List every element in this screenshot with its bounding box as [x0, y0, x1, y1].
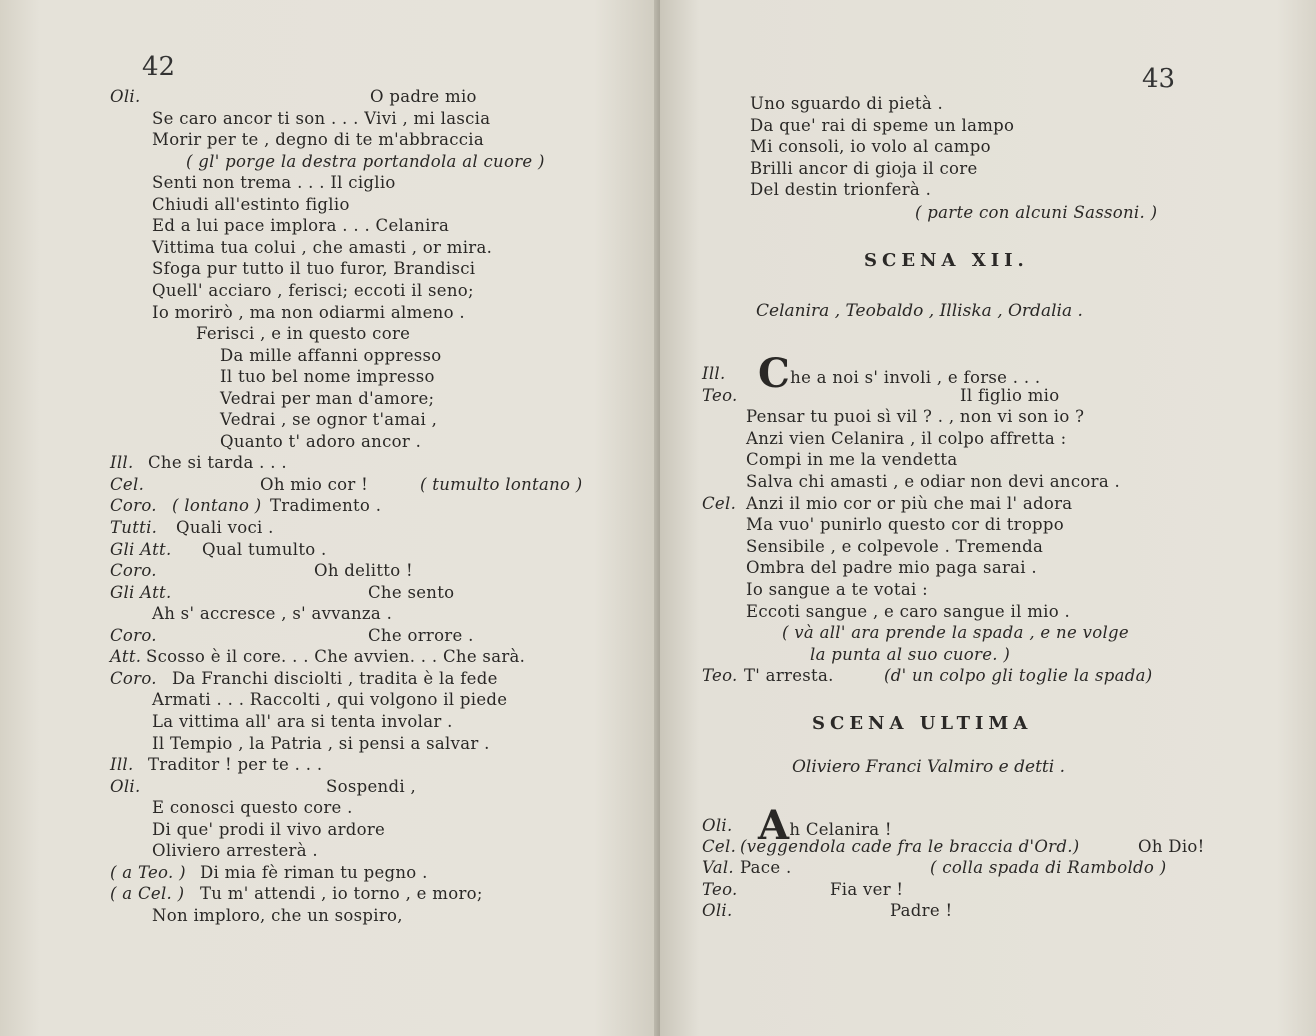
left-verse-speaker: ( a Cel. ) [110, 884, 185, 904]
left-verse-speaker: Cel. [110, 474, 145, 494]
page-number-left: 42 [142, 52, 176, 82]
left-verse-stage-direction: ( tumulto lontano ) [420, 474, 583, 494]
left-verse-line: Che orrore . [368, 625, 474, 645]
scene-xii-line: Io sangue a te votai : [746, 580, 928, 599]
scene-xii-line: ( và all' ara prende la spada , e ne volge [782, 623, 1129, 643]
left-verse-line: E conosci questo core . [152, 798, 353, 818]
left-verse-speaker: Tutti. [110, 518, 158, 537]
left-verse-speaker: Gli Att. [110, 582, 172, 602]
scena-ultima-line: Pace . [740, 858, 792, 878]
exit-stage-direction: ( parte con alcuni Sassoni. ) [915, 203, 1158, 222]
right-verse-line: Del destin trionferà . [750, 180, 932, 200]
scene-xii-characters: Celanira , Teobaldo , Illiska , Ordalia . [756, 301, 1083, 321]
scene-xii-line: T' arresta. [744, 666, 834, 686]
scene-xii-heading: SCENA XII. [864, 250, 1029, 271]
drop-cap: A [758, 802, 790, 849]
left-verse-line: Oh mio cor ! [260, 474, 369, 494]
left-verse-line: Ed a lui pace implora . . . Celanira [152, 216, 450, 236]
left-verse-line: Quali voci . [176, 518, 274, 537]
left-verse-line: Che sento [368, 582, 455, 602]
scene-xii-line: Ma vuo' punirlo questo cor di troppo [746, 515, 1065, 535]
left-verse-speaker: Coro. [110, 561, 157, 581]
left-verse-line: Vittima tua colui , che amasti , or mira. [152, 237, 493, 257]
scena-ultima-heading: SCENA ULTIMA [812, 713, 1033, 734]
scena-ultima-line: Oh Dio! [1138, 837, 1205, 857]
scena-ultima-line: Fia ver ! [830, 879, 904, 899]
left-verse-line: Quanto t' adoro ancor . [220, 431, 422, 451]
left-verse-speaker: Oli. [110, 776, 141, 796]
left-verse-line: Sfoga pur tutto il tuo furor, Brandisci [152, 259, 476, 279]
left-verse-speaker: Gli Att. [110, 539, 172, 559]
scena-ultima-speaker: Oli. [702, 816, 733, 835]
left-verse-line: Qual tumulto . [202, 539, 327, 559]
left-verse-line: Traditor ! per te . . . [148, 755, 323, 775]
left-verse-line: Io morirò , ma non odiarmi almeno . [152, 302, 465, 322]
left-verse-line: Ferisci , e in questo core [196, 324, 411, 344]
left-verse-speaker: Ill. [110, 755, 134, 775]
left-verse-line: Da mille affanni oppresso [220, 345, 442, 365]
left-verse-line: Oh delitto ! [314, 561, 413, 581]
left-verse-line: Chiudi all'estinto figlio [152, 194, 350, 214]
left-verse-speaker: ( a Teo. ) [110, 862, 186, 882]
drop-cap: C [758, 350, 791, 397]
scena-ultima-line: Padre ! [890, 900, 953, 920]
scena-ultima-characters: Oliviero Franci Valmiro e detti . [792, 757, 1065, 777]
scena-ultima-speaker: Oli. [702, 900, 733, 920]
left-verse-speaker: Oli. [110, 87, 141, 106]
left-verse-line: Senti non trema . . . Il ciglio [152, 173, 396, 193]
left-verse-speaker: Coro. [110, 625, 157, 645]
left-verse-line: Se caro ancor ti son . . . Vivi , mi lascia [152, 108, 491, 128]
scene-xii-line: Pensar tu puoi sì vil ? . , non vi son io ? [746, 407, 1085, 427]
right-verse-line: Uno sguardo di pietà . [750, 94, 944, 113]
left-verse-line: Armati . . . Raccolti , qui volgono il piede [152, 690, 508, 710]
drop-cap-rest: h Celanira ! [789, 820, 892, 839]
left-verse-speaker: Att. [110, 647, 142, 667]
scene-xii-line: Ombra del padre mio paga sarai . [746, 558, 1037, 578]
left-verse-line: Il Tempio , la Patria , si pensi a salvar . [152, 733, 490, 753]
left-verse-stage-direction: ( lontano ) [172, 496, 262, 516]
left-verse-line: Morir per te , degno di te m'abbraccia [152, 130, 484, 150]
scena-ultima-stage-direction: (veggendola cade fra le braccia d'Ord.) [740, 837, 1080, 857]
scene-xii-line: Eccoti sangue , e caro sangue il mio . [746, 601, 1071, 621]
scene-xii-line: Anzi il mio cor or più che mai l' adora [746, 493, 1073, 513]
right-page [660, 0, 1316, 1036]
scene-xii-line: Anzi vien Celanira , il colpo affretta : [746, 428, 1067, 448]
scene-xii-speaker: Teo. [702, 666, 738, 686]
left-verse-line: Sospendi , [326, 776, 416, 796]
left-verse-line: Vedrai per man d'amore; [220, 388, 435, 408]
left-verse-speaker: Coro. [110, 496, 157, 516]
scene-xii-speaker: Teo. [702, 385, 738, 405]
left-verse-line: Che si tarda . . . [148, 453, 287, 473]
left-verse-line: ( gl' porge la destra portandola al cuore ) [186, 151, 545, 171]
scene-xii-line [758, 350, 1041, 397]
left-verse-line: Non imploro, che un sospiro, [152, 905, 403, 925]
left-verse-line: Quell' acciaro , ferisci; eccoti il seno; [152, 280, 474, 300]
left-verse-line: Da Franchi disciolti , tradita è la fede [172, 668, 498, 688]
scena-ultima-speaker: Teo. [702, 879, 738, 899]
scene-xii-stage-direction: (d' un colpo gli toglie la spada) [884, 666, 1153, 686]
scene-xii-line: la punta al suo cuore. ) [810, 644, 1011, 664]
left-verse-line: Di mia fè riman tu pegno . [200, 862, 428, 882]
scene-xii-speaker: Cel. [702, 493, 737, 513]
scene-xii-speaker: Ill. [702, 364, 726, 383]
scene-xii-line: Sensibile , e colpevole . Tremenda [746, 536, 1044, 556]
right-verse-line: Mi consoli, io volo al campo [750, 137, 991, 157]
scena-ultima-speaker: Val. [702, 858, 734, 878]
page-number-right: 43 [1142, 64, 1176, 94]
right-verse-line: Brilli ancor di gioja il core [750, 158, 978, 178]
left-verse-line: Scosso è il core. . . Che avvien. . . Che sarà. [146, 647, 526, 667]
left-verse-line: Il tuo bel nome impresso [220, 367, 435, 387]
left-verse-line: Vedrai , se ognor t'amai , [220, 410, 438, 430]
left-verse-line: La vittima all' ara si tenta involar . [152, 711, 453, 731]
left-verse-line: Tradimento . [270, 496, 382, 516]
scene-xii-line: Compi in me la vendetta [746, 450, 958, 470]
scene-xii-line: Il figlio mio [960, 385, 1060, 405]
scena-ultima-speaker: Cel. [702, 837, 737, 857]
left-verse-speaker: Coro. [110, 668, 157, 688]
left-verse-line: Ah s' accresce , s' avvanza . [152, 604, 393, 624]
right-verse-line: Da que' rai di speme un lampo [750, 115, 1015, 135]
left-verse-line: Di que' prodi il vivo ardore [152, 819, 386, 839]
drop-cap-rest: he a noi s' involi , e forse . . . [790, 368, 1041, 387]
left-verse-line: O padre mio [370, 87, 477, 106]
left-verse-line: Oliviero arresterà . [152, 841, 318, 861]
scena-ultima-stage-direction: ( colla spada di Ramboldo ) [930, 858, 1167, 878]
left-verse-line: Tu m' attendi , io torno , e moro; [200, 884, 483, 904]
left-verse-speaker: Ill. [110, 453, 134, 473]
scene-xii-line: Salva chi amasti , e odiar non devi ancora . [746, 472, 1121, 491]
